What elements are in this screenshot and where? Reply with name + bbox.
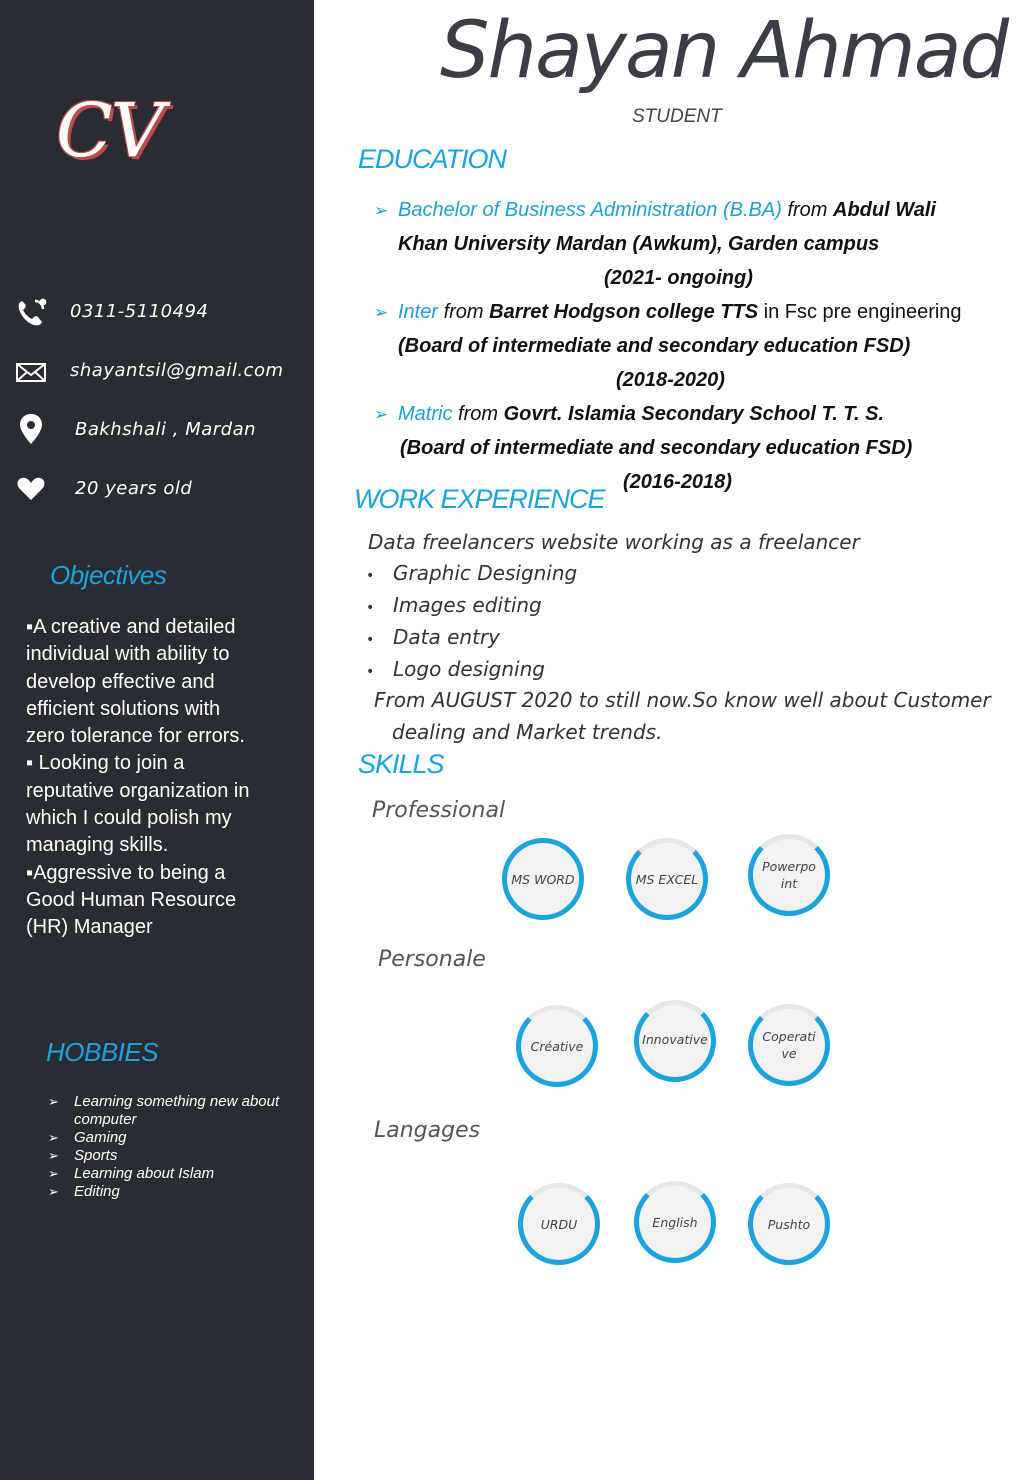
arrow-bullet-icon: ➢ xyxy=(374,405,389,425)
skill-circle xyxy=(502,838,584,920)
objectives-line: ▪Aggressive to being a xyxy=(26,861,226,884)
job-title: STUDENT xyxy=(632,106,722,127)
skill-circle xyxy=(748,1004,830,1086)
arrow-bullet-icon: ➢ xyxy=(48,1166,59,1181)
objectives-line: which I could polish my xyxy=(26,807,232,830)
mail-icon xyxy=(14,355,48,389)
work-experience-heading: WORK EXPERIENCE xyxy=(354,484,605,514)
skill-label: MS EXCEL xyxy=(635,871,699,887)
skill-label: MS WORD xyxy=(511,871,575,887)
education-entry-2-years: (2018-2020) xyxy=(616,369,725,391)
degree: Inter xyxy=(398,301,439,323)
hobby-item: ➢ Learning about Islam xyxy=(48,1165,215,1182)
degree: Bachelor of Business Administration (B.BA) xyxy=(398,199,782,221)
objectives-heading: Objectives xyxy=(50,560,167,590)
work-item: Logo designing xyxy=(393,657,545,681)
education-entry-1-years: (2021- ongoing) xyxy=(604,267,753,289)
bullet-icon: • xyxy=(366,600,375,616)
arrow-bullet-icon: ➢ xyxy=(48,1148,59,1163)
work-footer-line1: From AUGUST 2020 to still now.So know well about Customer xyxy=(374,688,991,712)
skill-group-professional: Professional xyxy=(372,798,506,823)
skill-label: URDU xyxy=(540,1216,578,1232)
location-icon xyxy=(14,412,48,446)
skill-label: Innovative xyxy=(642,1032,708,1047)
education-entry-3-line2: (Board of intermediate and secondary education FSD) xyxy=(400,437,913,459)
education-entry-3-years: (2016-2018) xyxy=(623,471,732,493)
skill-circle xyxy=(626,838,708,920)
age: 20 years old xyxy=(75,478,193,499)
skill-group-personale: Personale xyxy=(378,947,486,972)
arrow-bullet-icon: ➢ xyxy=(374,201,389,221)
skill-circle xyxy=(748,834,830,916)
sidebar xyxy=(0,0,314,1480)
objectives-line: ▪A creative and detailed xyxy=(26,616,236,638)
arrow-bullet-icon: ➢ xyxy=(48,1094,59,1109)
hobbies-heading: HOBBIES xyxy=(46,1037,159,1067)
hobby-item: ➢ Learning something new about computer xyxy=(48,1093,280,1128)
objectives-line: individual with ability to xyxy=(26,643,230,666)
education-entry-1 xyxy=(398,199,936,222)
degree: Matric xyxy=(398,403,453,425)
skill-label: Pushto xyxy=(767,1216,811,1232)
from-word: from xyxy=(458,403,499,425)
skills-heading: SKILLS xyxy=(358,749,444,779)
hobbies-list xyxy=(48,1093,314,1201)
bullet-icon: • xyxy=(366,664,375,680)
objectives-line: managing skills. xyxy=(26,834,169,857)
hobby-item: ➢ Sports xyxy=(48,1147,118,1164)
hobby-item: ➢ Editing xyxy=(48,1183,120,1200)
work-item: Data entry xyxy=(393,625,500,649)
institution: Barret Hodgson college TTS xyxy=(489,301,759,323)
work-item: Images editing xyxy=(393,593,542,617)
from-word: from xyxy=(443,301,484,323)
email-address: shayantsil@gmail.com xyxy=(70,360,284,381)
objectives-text xyxy=(26,614,296,942)
phone-number: 0311-5110494 xyxy=(70,301,209,322)
education-heading: EDUCATION xyxy=(358,144,507,174)
cv-logo: CV xyxy=(56,88,163,174)
work-intro: Data freelancers website working as a freelancer xyxy=(368,530,860,554)
objectives-line: ▪ Looking to join a xyxy=(26,752,185,775)
objectives-line: Good Human Resource xyxy=(26,888,237,911)
education-entry-3 xyxy=(398,403,884,426)
work-footer-line2: dealing and Market trends. xyxy=(392,720,663,744)
address: Bakhshali , Mardan xyxy=(75,419,257,440)
arrow-bullet-icon: ➢ xyxy=(48,1130,59,1145)
work-item: Graphic Designing xyxy=(393,561,578,585)
bullet-icon: • xyxy=(366,568,375,584)
heart-icon xyxy=(14,472,48,506)
skill-label: Coperative xyxy=(762,1029,816,1061)
hobby-item: ➢ Gaming xyxy=(48,1129,127,1146)
education-entry-2-line2: (Board of intermediate and secondary education FSD) xyxy=(398,335,911,357)
skill-circle xyxy=(518,1183,600,1265)
arrow-bullet-icon: ➢ xyxy=(48,1184,59,1199)
arrow-bullet-icon: ➢ xyxy=(374,303,389,323)
institution: Govrt. Islamia Secondary School T. T. S. xyxy=(503,403,885,425)
skill-circle xyxy=(634,1000,716,1082)
program: in Fsc pre engineering xyxy=(763,301,962,323)
skill-label: Powerpoint xyxy=(762,859,816,891)
skill-circle xyxy=(634,1181,716,1263)
person-name: Shayan Ahmad xyxy=(440,6,1008,96)
skill-label: Créative xyxy=(530,1038,584,1054)
education-entry-2 xyxy=(398,301,962,324)
objectives-line: reputative organization in xyxy=(26,779,250,802)
skill-circle xyxy=(748,1183,830,1265)
from-word: from xyxy=(787,199,828,221)
bullet-icon: • xyxy=(366,632,375,648)
objectives-line: develop effective and xyxy=(26,670,215,693)
phone-icon xyxy=(14,296,48,330)
objectives-line: zero tolerance for errors. xyxy=(26,725,245,748)
skill-group-langages: Langages xyxy=(374,1118,481,1143)
skill-label: English xyxy=(652,1214,698,1230)
skill-circle xyxy=(516,1005,598,1087)
objectives-line: (HR) Manager xyxy=(26,916,153,939)
objectives-line: efficient solutions with xyxy=(26,697,221,720)
institution: Abdul Wali xyxy=(833,199,936,221)
education-entry-1-line2: Khan University Mardan (Awkum), Garden campus xyxy=(398,233,880,255)
